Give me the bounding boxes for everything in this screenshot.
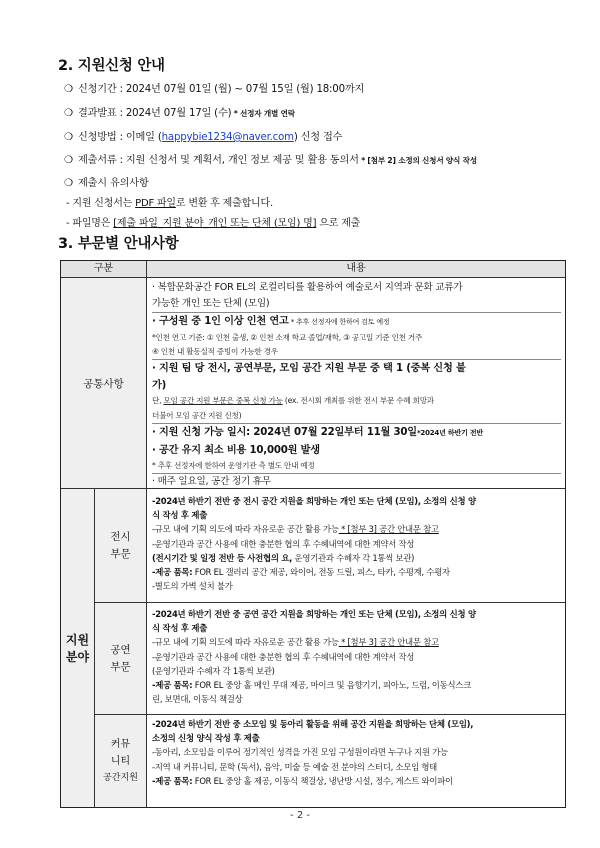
common-content: · 복합문화공간 FOR EL의 로컬리티를 활용하여 예술로서 지역과 문화 교류가 가능한 개인 또는 단체 (모임) · 구성원 중 1인 이상 인천 연고 * 추후 선정자에 한하여 검토 예정 *인천 연고 기준: ① 인천 출생, ② 인천 소재 학교 졸업/재학, ③ 공고일 기준 인천 거주 ④ 인천 내 활동실적 증빙이 가능한 경우 · 지원 팀 당 전시, 공연부문, 모임 공간 지원 부문 중 택 1 (중복 신청 불 가) 단, 모임 공간 지원 부문은 중복 신청 가능 (ex. 전시회 개최를 위한 전시 부문 수혜 희망과 더불어 모임 공간 지원 신청) · 지원 신청 가능 일시: 2024년 07월 22일부터 11월 30일*2024년 하반기 전반 · 공간 유지 최소 비용 10,000원 발생 * 추후 선정자에 한하여 운영기관 측 별도 안내 예정 · 매주 일요일, 공간 정기 휴무 [147,278,565,489]
common-label: 공통사항 [61,278,147,489]
result-announcement: ❍ 결과발표 : 2024년 07월 17일 (수) * 선정자 개별 연락 [64,108,295,119]
apply-period: ❍ 신청기간 : 2024년 07월 01일 (월) ~ 07월 15일 (월) 18:00까지 [64,84,365,95]
community-content: -2024년 하반기 전반 중 소모임 및 동아리 활동을 위해 공간 지원을 희망하는 단체 (모임), 소정의 신청 양식 작성 후 제출 -동아리, 소모임을 이루어 정기적인 성격을 가진 모임 구성원이라면 누구나 지원 가능 -지역 내 커뮤니티, 문학 (독서), 음악, 미술 등 예술 전 분야의 스터디, 소모임 형태 -제공 품목: FOR EL 중앙 홀 제공, 이동식 책걸상, 냉난방 시설, 정수, 게스트 와이파이 [152,719,474,786]
header-category: 구분 [61,261,147,278]
circle-bullet-icon: ❍ [64,178,73,189]
header-content: 내용 [147,261,565,278]
support-label: 지원 분야 [61,489,95,807]
performance-content: -2024년 하반기 전반 중 공연 공간 지원을 희망하는 개인 또는 단체 (모임), 소정의 신청 양 식 작성 후 제출 -규모 내에 기획 의도에 따라 자유로운 공간 활용 가능 * [첨부 3] 공간 안내문 참고 -운영기관과 공간 사용에 대한 충분한 협의 후 수혜내역에 대한 계약서 작성 (운영기관과 수혜자 각 1통씩 보관) -제공 품목: FOR EL 중앙 홀 메인 무대 제공, 마이크 및 음향기기, 피아노, 드럼, 이동식스크 린, 보면대, 이동식 책걸상 [147,603,565,715]
section2-title: 2. 지원신청 안내 [58,58,165,74]
community-label: 커뮤 니티 공간지원 [95,715,147,807]
exhibit-label: 전시 부문 [95,489,147,603]
apply-method: ❍ 신청방법 : 이메일 (happybie1234@naver.com) 신청 접수 [64,132,343,143]
circle-bullet-icon: ❍ [64,132,73,143]
circle-bullet-icon: ❍ [64,84,73,95]
performance-label: 공연 부문 [95,603,147,715]
circle-bullet-icon: ❍ [64,155,73,166]
exhibit-content: -2024년 하반기 전반 중 전시 공간 지원을 희망하는 개인 또는 단체 (모임), 소정의 신청 양 식 작성 후 제출 -규모 내에 기획 의도에 따라 자유로운 공간 활용 가능 * [첨부 3] 공간 안내문 참고 -운영기관과 공간 사용에 대한 충분한 협의 후 수혜내역에 대한 계약서 작성 (전시기간 및 일정 전반 등 사전협의 요, 운영기관과 수혜자 각 1통씩 보관) -제공 품목: FOR EL 갤러리 공간 제공, 와이어, 전동 드릴, 피스, 타카, 수평계, 수평자 -별도의 가벽 설치 불가 [147,489,565,603]
page-number: - 2 - [290,810,310,821]
note-filename: - 파일명은 [제출 파일_지원 분야_개인 또는 단체 (모임) 명] 으로 제출 [66,218,361,229]
note-pdf: - 지원 신청서는 PDF 파일로 변환 후 제출합니다. [66,198,273,209]
section3-title: 3. 부문별 안내사항 [58,236,179,252]
circle-bullet-icon: ❍ [64,108,73,119]
email-link[interactable]: happybie1234@naver.com [161,132,294,143]
info-table [60,260,566,808]
submit-documents: ❍ 제출서류 : 지원 신청서 및 계획서, 개인 정보 제공 및 활용 동의서 * [첨부 2] 소정의 신청서 양식 작성 [64,155,477,166]
submit-notes-heading: ❍ 제출시 유의사항 [64,178,149,189]
